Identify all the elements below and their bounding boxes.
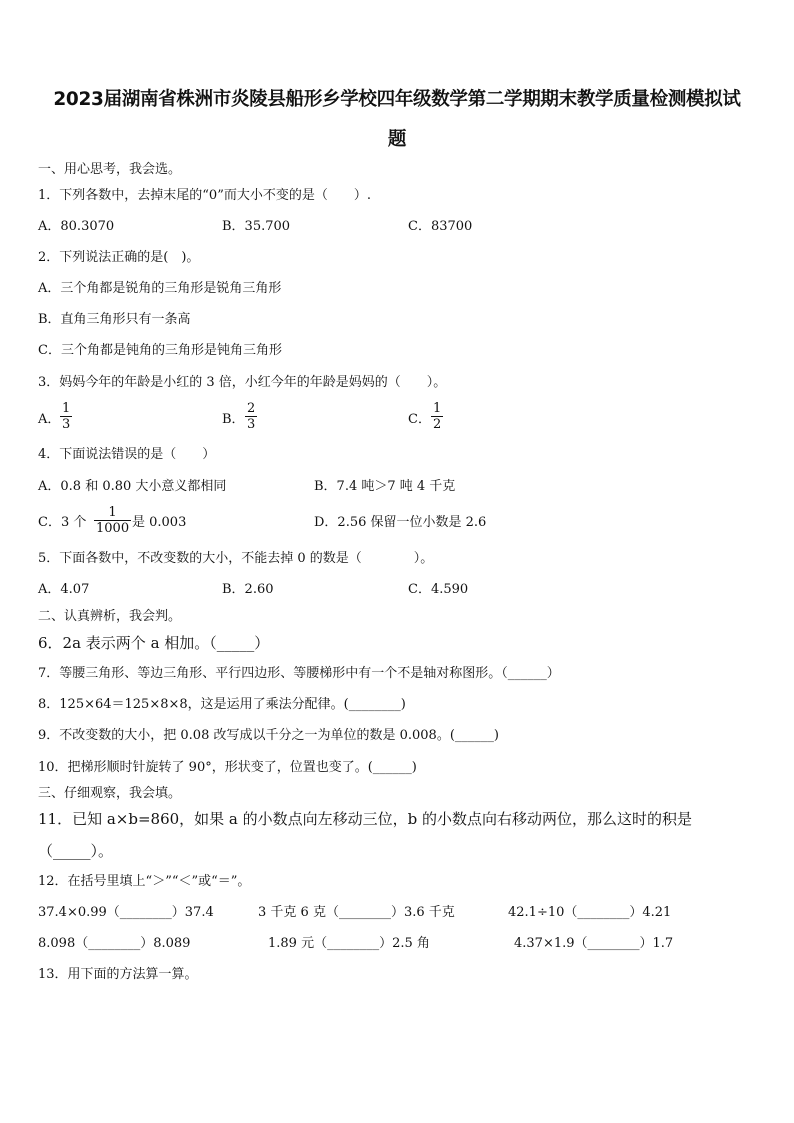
question-3-option-b-fraction bbox=[245, 401, 257, 432]
question-3-option-c-fraction bbox=[431, 401, 443, 432]
question-12-item-4: 8.098（________）8.089 bbox=[38, 936, 191, 951]
question-4-option-a: A．0.8 和 0.80 大小意义都相同 bbox=[38, 479, 227, 494]
question-4-option-c-fraction bbox=[94, 505, 131, 536]
question-10: 10．把梯形顺时针旋转了 90°，形状变了，位置也变了。(______) bbox=[38, 760, 417, 775]
question-3-option-b-label: B． bbox=[222, 412, 245, 427]
section-1-heading: 一、用心思考，我会选。 bbox=[38, 162, 182, 177]
question-3-option-c-label: C． bbox=[408, 412, 431, 427]
fraction-numerator: 1 bbox=[108, 505, 117, 520]
question-2-option-c: C．三个角都是钝角的三角形是钝角三角形 bbox=[38, 343, 282, 358]
question-6: 6．2a 表示两个 a 相加。（_____） bbox=[38, 634, 270, 652]
question-4-option-c-prefix: C．3 个 bbox=[38, 515, 87, 530]
question-9: 9．不改变数的大小，把 0.08 改写成以千分之一为单位的数是 0.008。(______) bbox=[38, 728, 499, 743]
question-3-option-a-fraction bbox=[60, 401, 72, 432]
question-4-stem: 4．下面说法错误的是（ ） bbox=[38, 447, 216, 462]
question-12-item-2: 3 千克 6 克（________）3.6 千克 bbox=[258, 905, 455, 920]
question-5-option-a: A．4.07 bbox=[38, 582, 90, 597]
question-12-item-6: 4.37×1.9（________）1.7 bbox=[514, 936, 674, 951]
question-2-option-b: B．直角三角形只有一条高 bbox=[38, 312, 191, 327]
fraction-denominator: 3 bbox=[62, 417, 71, 432]
question-2-stem: 2．下列说法正确的是( )。 bbox=[38, 250, 200, 265]
fraction-numerator: 1 bbox=[62, 401, 71, 416]
question-2-option-a: A．三个角都是锐角的三角形是锐角三角形 bbox=[38, 281, 282, 296]
question-1-option-b: B．35.700 bbox=[222, 219, 291, 234]
question-4-option-c-suffix: 是 0.003 bbox=[132, 515, 187, 530]
question-3-option-a-label: A． bbox=[38, 412, 61, 427]
question-12-item-1: 37.4×0.99（________）37.4 bbox=[38, 905, 214, 920]
fraction-denominator: 1000 bbox=[96, 521, 130, 536]
question-12-stem: 12．在括号里填上“＞”“＜”或“＝”。 bbox=[38, 874, 251, 889]
question-12-item-5: 1.89 元（________）2.5 角 bbox=[268, 936, 430, 951]
section-3-heading: 三、仔细观察，我会填。 bbox=[38, 786, 182, 801]
fraction-numerator: 1 bbox=[433, 401, 442, 416]
page-title-continued: 题 bbox=[387, 129, 407, 150]
question-5-stem: 5．下面各数中，不改变数的大小，不能去掉 0 的数是（ ）。 bbox=[38, 551, 434, 566]
page-title: 2023届湖南省株洲市炎陵县船形乡学校四年级数学第二学期期末教学质量检测模拟试 bbox=[53, 89, 741, 110]
question-3-stem: 3．妈妈今年的年龄是小红的 3 倍，小红今年的年龄是妈妈的（ ）。 bbox=[38, 375, 447, 390]
question-7: 7．等腰三角形、等边三角形、平行四边形、等腰梯形中有一个不是轴对称图形。（______） bbox=[38, 666, 560, 681]
section-2-heading: 二、认真辨析，我会判。 bbox=[38, 609, 182, 624]
question-5-option-c: C．4.590 bbox=[408, 582, 469, 597]
question-12-item-3: 42.1÷10（________）4.21 bbox=[508, 905, 672, 920]
question-4-option-b: B．7.4 吨＞7 吨 4 千克 bbox=[314, 479, 456, 494]
question-11: 11．已知 a×b=860，如果 a 的小数点向左移动三位，b 的小数点向右移动两位，那么这时的积是 bbox=[38, 810, 693, 828]
question-13-stem: 13．用下面的方法算一算。 bbox=[38, 967, 198, 982]
question-11-continued: （_____）。 bbox=[38, 842, 114, 860]
question-1-option-c: C．83700 bbox=[408, 219, 473, 234]
question-4-option-d: D．2.56 保留一位小数是 2.6 bbox=[314, 515, 487, 530]
question-5-option-b: B．2.60 bbox=[222, 582, 274, 597]
question-1-option-a: A．80.3070 bbox=[38, 219, 115, 234]
fraction-denominator: 2 bbox=[433, 417, 442, 432]
question-8: 8．125×64＝125×8×8，这是运用了乘法分配律。(________) bbox=[38, 697, 406, 712]
fraction-denominator: 3 bbox=[247, 417, 256, 432]
fraction-numerator: 2 bbox=[247, 401, 256, 416]
question-1-stem: 1．下列各数中，去掉末尾的“0”而大小不变的是（ ）. bbox=[38, 188, 371, 203]
